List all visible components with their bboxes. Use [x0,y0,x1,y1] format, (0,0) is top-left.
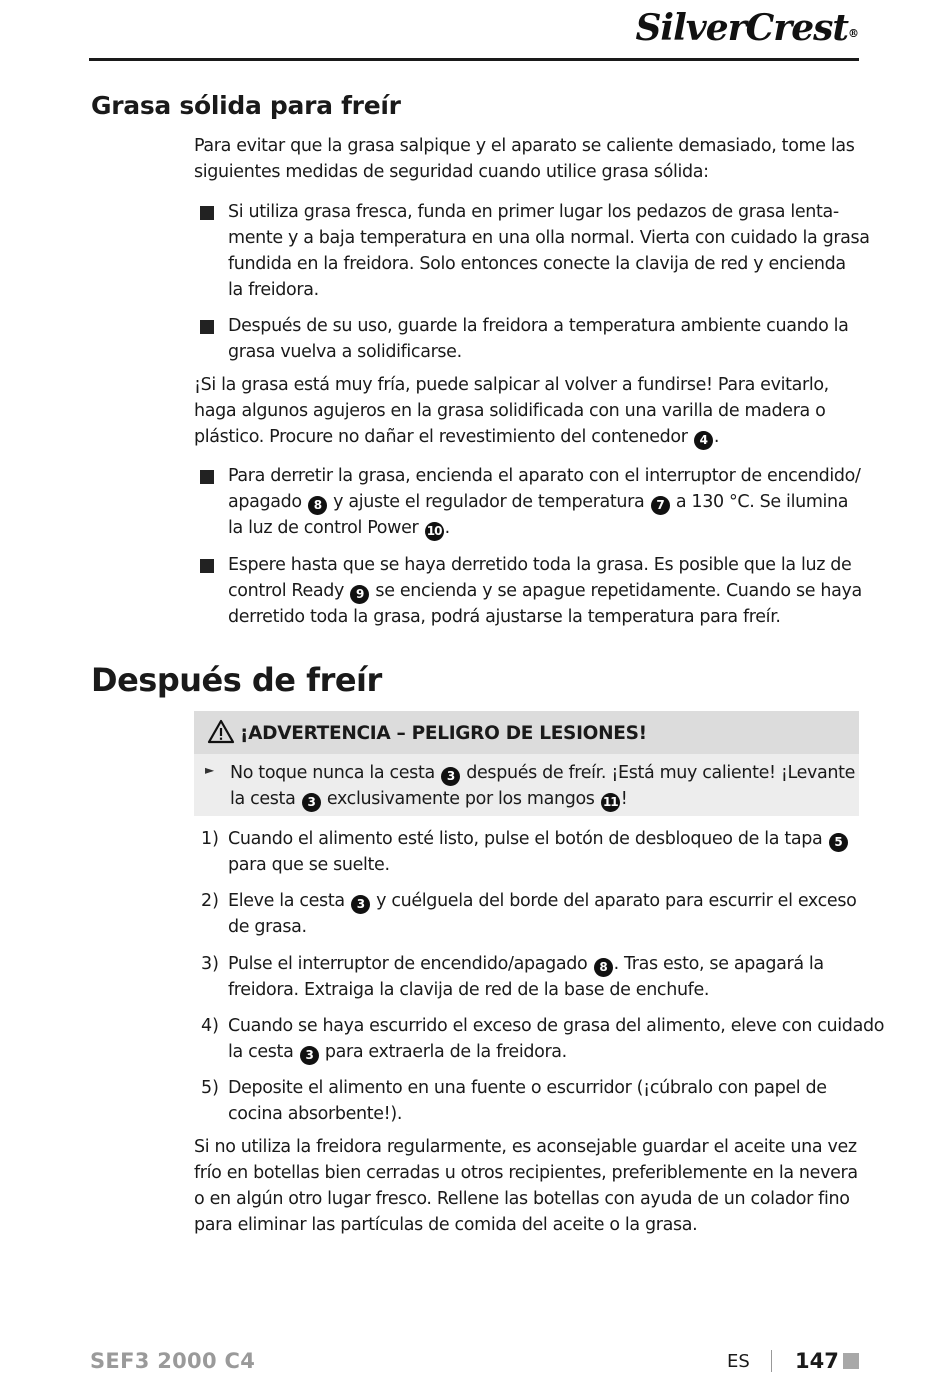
brand-logo: SilverCrest® [635,7,858,49]
callout-number: 8 [308,496,327,515]
callout-number: 5 [829,833,848,852]
intro-paragraph: Para evitar que la grasa salpique y el aparato se caliente demasiado, tome las siguientes medidas de seguridad cuando utilice grasa sólida: [194,136,855,182]
callout-number: 11 [601,793,620,812]
callout-number: 7 [651,496,670,515]
note-paragraph: ¡Si la grasa está muy fría, puede salpicar al volver a fundirse! Para evitarlo, haga algunos agujeros en la grasa solidificada con una varilla de madera o plástico. Procure no dañar el revestimiento del contenedor 4 . [194,372,864,450]
callout-number: 10 [425,522,444,541]
closing-paragraph: Si no utiliza la freidora regularmente, es aconsejable guardar el aceite una vez frío en botellas bien cerradas u otros recipientes, preferiblemente en la nevera o en algún otro lugar fresco. Rellene las botellas con ayuda de un colador fino para eliminar las partículas de comida del aceite o la grasa. [194,1137,858,1235]
warning-header [194,711,859,754]
callout-number: 3 [302,793,321,812]
callout-number: 3 [351,895,370,914]
warning-triangle-icon [207,719,235,744]
footer-language: ES [727,1351,750,1372]
footer-square-icon [843,1353,859,1369]
callout-number: 3 [300,1046,319,1065]
page-number: 147 [795,1349,839,1373]
footer-separator [771,1350,772,1372]
callout-number: 3 [441,767,460,786]
callout-number: 9 [350,585,369,604]
arrow-right-icon: ► [205,763,215,777]
bullet-square-icon [200,559,214,573]
warning-title: ¡ADVERTENCIA – PELIGRO DE LESIONES! [240,723,647,744]
bullet-square-icon [200,206,214,220]
section-title-despues-de-freir: Después de freír [91,661,382,699]
header-rule [89,58,859,61]
section-title-grasa-solida: Grasa sólida para freír [91,91,401,120]
warning-body: ► No toque nunca la cesta 3 después de freír. ¡Está muy caliente! ¡Levante la cesta 3 exclusivamente por los mangos 11 ! [194,754,859,816]
callout-number: 4 [694,431,713,450]
footer-model-number: SEF3 2000 C4 [90,1349,256,1373]
bullet-square-icon [200,320,214,334]
callout-number: 8 [594,958,613,977]
bullet-square-icon [200,470,214,484]
